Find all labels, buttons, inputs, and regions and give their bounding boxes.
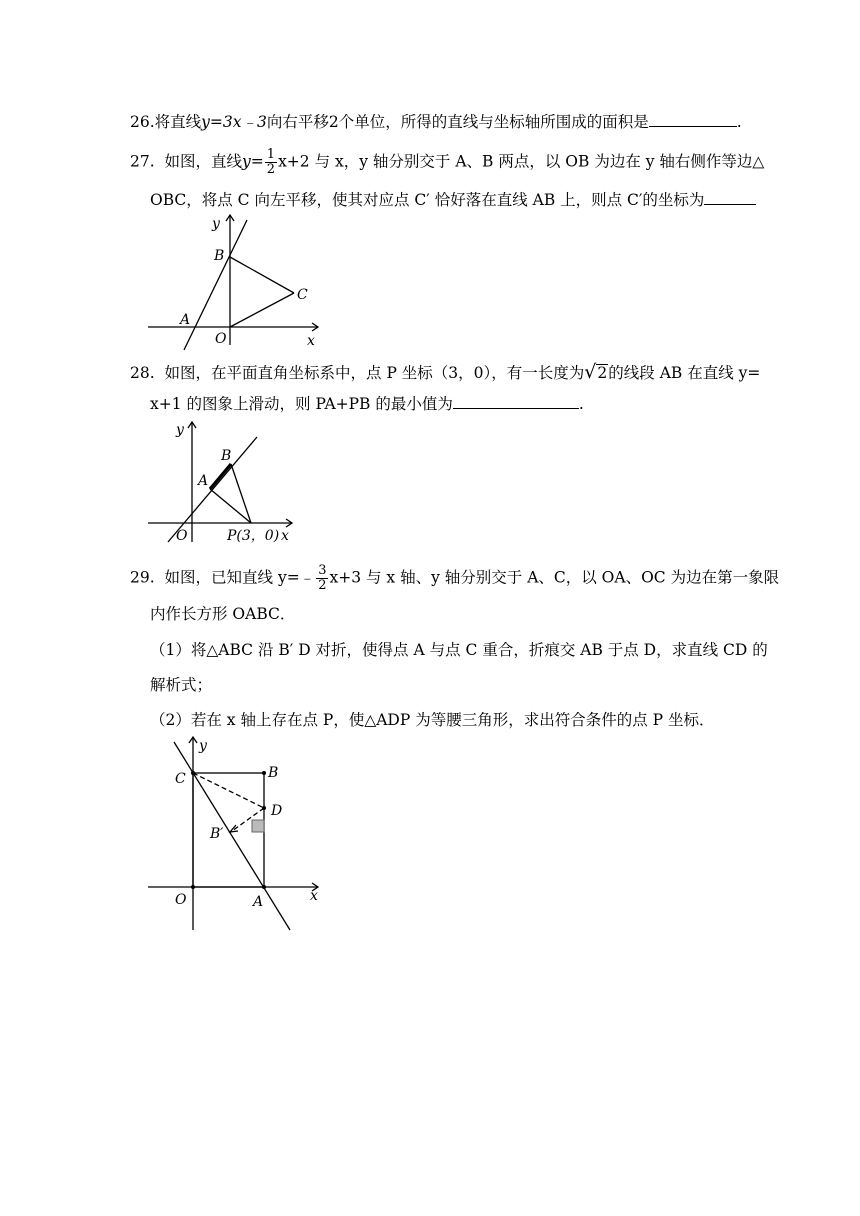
q28-sqrt-value: 2 — [597, 364, 608, 382]
q29-b2-arrow-icon — [230, 825, 238, 832]
q27-label-a: A — [180, 312, 191, 328]
q29-frac-num: 3 — [318, 563, 327, 578]
q29-text-a: 如图，已知直线 y=﹣ — [164, 568, 316, 587]
q27-number: 27. — [130, 152, 155, 171]
q29-label-y: y — [199, 738, 207, 754]
q27-frac-num: 1 — [266, 147, 276, 162]
q28-text-2: x+1 的图象上滑动，则 PA+PB 的最小值为 — [150, 395, 453, 413]
q27-label-x: x — [307, 333, 315, 349]
q29-part1-text-2: 解析式； — [150, 676, 213, 694]
q29-point-a — [262, 885, 266, 889]
q29-text-b: x+3 与 x 轴、y 轴分别交于 A、C，以 OA、OC 为边在第一象限 — [329, 568, 780, 587]
q29-label-a: A — [253, 894, 264, 910]
q26-number: 26. — [130, 113, 155, 131]
q28-number: 28. — [130, 364, 155, 382]
q29-label-c: C — [175, 771, 186, 787]
q29-label-b-prime: B′ — [210, 826, 224, 842]
q28-label-x: x — [281, 528, 289, 544]
q29-point-b — [262, 771, 266, 775]
q28-label-p: P(3，0) — [227, 528, 280, 544]
q29-right-angle-mark — [252, 820, 264, 832]
q29-point-d — [262, 806, 266, 810]
q29-part2-text: （2）若在 x 轴上存在点 P，使△ADP 为等腰三角形，求出符合条件的点 P 坐标． — [150, 711, 715, 729]
q29-label-b: B — [268, 765, 279, 781]
q28-radical-icon: √ — [584, 361, 597, 383]
q29-part1-text: （1）将△ABC 沿 B′ D 对折，使得点 A 与点 C 重合，折痕交 AB 于点 D，求直线 CD 的 — [150, 641, 768, 659]
q28-text-b: 的线段 AB 在直线 y= — [608, 364, 761, 382]
q29-label-o: O — [175, 892, 187, 908]
q26-end: . — [736, 113, 742, 131]
q27-label-c: C — [297, 287, 308, 303]
q27-label-b: B — [214, 248, 225, 264]
q29-point-c — [191, 771, 195, 775]
q26-text-c: 向右平移2个单位，所得的直线与坐标轴所围成的面积是 — [266, 113, 649, 131]
q27-text-a: 如图，直线 — [164, 152, 243, 171]
q29-point-o — [191, 885, 195, 889]
q29-label-d: D — [271, 803, 283, 819]
q26-text-a: 将直线 — [154, 113, 202, 131]
q29-frac-den: 2 — [318, 578, 327, 593]
q29-text-2: 内作长方形 OABC． — [150, 605, 296, 623]
q28-label-o: O — [176, 528, 188, 544]
q28-text-a: 如图，在平面直角坐标系中，点 P 坐标（3，0），有一长度为 — [164, 364, 585, 382]
q27-label-o: O — [215, 331, 227, 347]
q29-number: 29. — [130, 568, 155, 587]
q27-text-2: OBC，将点 C 向左平移，使其对应点 C′ 恰好落在直线 AB 上，则点 C′的坐标为 — [150, 191, 705, 209]
q28-end: . — [578, 395, 584, 413]
q26-equation: y=3x﹣3 — [201, 113, 267, 131]
q27-label-y: y — [212, 216, 220, 232]
q29-label-x: x — [310, 888, 318, 904]
q27-frac-den: 2 — [266, 162, 276, 177]
q28-label-a: A — [198, 473, 209, 489]
q28-label-b: B — [221, 448, 232, 464]
q28-label-y: y — [176, 422, 184, 438]
q27-text-c: x+2 与 x，y 轴分别交于 A、B 两点，以 OB 为边在 y 轴右侧作等边△ — [278, 152, 765, 171]
q27-y-eq: y= — [242, 152, 264, 171]
